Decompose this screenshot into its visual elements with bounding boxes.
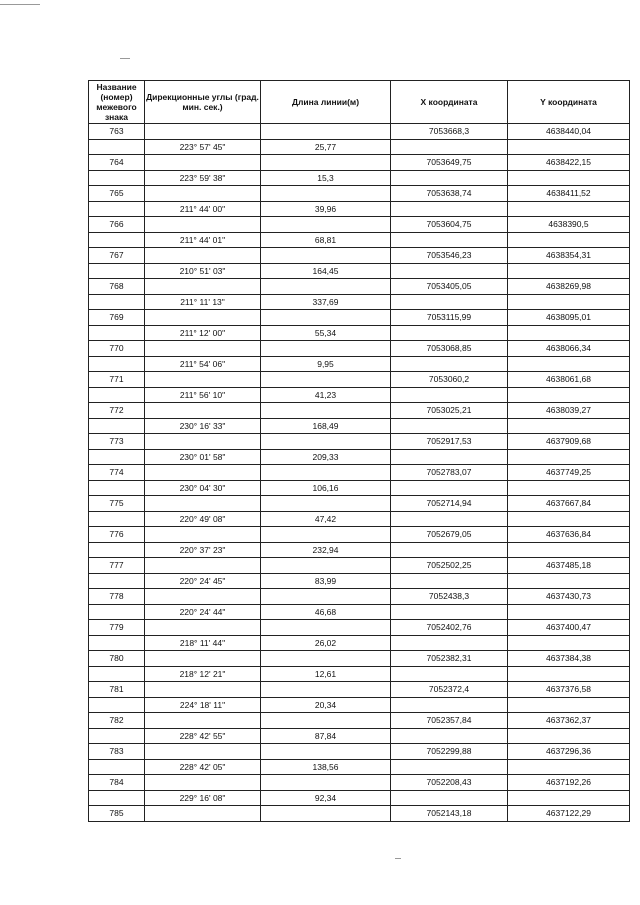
length-cell: 9,95	[261, 356, 391, 372]
point-row	[89, 527, 630, 543]
segment-row	[89, 294, 630, 310]
mark-name-cell	[89, 542, 145, 558]
bearing-cell	[145, 186, 261, 202]
y-coordinate-cell: 4637485,18	[508, 558, 630, 574]
bearing-cell: 223° 57' 45"	[145, 139, 261, 155]
y-coordinate-cell	[508, 139, 630, 155]
segment-row	[89, 666, 630, 682]
mark-name-cell: 772	[89, 403, 145, 419]
boundary-marks-table	[88, 80, 630, 822]
x-coordinate-cell	[391, 542, 508, 558]
bearing-cell: 211° 54' 06"	[145, 356, 261, 372]
bearing-cell: 210° 51' 03"	[145, 263, 261, 279]
length-cell	[261, 620, 391, 636]
point-row	[89, 279, 630, 295]
mark-name-cell	[89, 387, 145, 403]
mark-name-cell	[89, 418, 145, 434]
mark-name-cell	[89, 790, 145, 806]
mark-name-cell: 784	[89, 775, 145, 791]
mark-name-cell: 771	[89, 372, 145, 388]
length-cell	[261, 527, 391, 543]
length-cell: 164,45	[261, 263, 391, 279]
length-cell: 87,84	[261, 728, 391, 744]
length-cell	[261, 279, 391, 295]
mark-name-cell	[89, 449, 145, 465]
point-row	[89, 124, 630, 140]
x-coordinate-cell: 7053638,74	[391, 186, 508, 202]
segment-row	[89, 387, 630, 403]
length-cell	[261, 744, 391, 760]
length-cell: 68,81	[261, 232, 391, 248]
x-coordinate-cell	[391, 604, 508, 620]
x-coordinate-cell: 7052679,05	[391, 527, 508, 543]
mark-name-cell	[89, 635, 145, 651]
mark-name-cell: 778	[89, 589, 145, 605]
bearing-cell: 230° 16' 33"	[145, 418, 261, 434]
y-coordinate-cell: 4637384,38	[508, 651, 630, 667]
bearing-cell	[145, 496, 261, 512]
segment-row	[89, 759, 630, 775]
length-cell: 209,33	[261, 449, 391, 465]
bearing-cell	[145, 589, 261, 605]
y-coordinate-cell: 4638440,04	[508, 124, 630, 140]
y-coordinate-cell: 4637362,37	[508, 713, 630, 729]
length-cell	[261, 806, 391, 822]
length-cell	[261, 775, 391, 791]
point-row	[89, 496, 630, 512]
point-row	[89, 186, 630, 202]
mark-name-cell	[89, 325, 145, 341]
y-coordinate-cell: 4637909,68	[508, 434, 630, 450]
length-cell: 83,99	[261, 573, 391, 589]
mark-name-cell	[89, 201, 145, 217]
y-coordinate-cell	[508, 542, 630, 558]
point-row	[89, 651, 630, 667]
length-cell: 55,34	[261, 325, 391, 341]
mark-name-cell	[89, 697, 145, 713]
length-cell	[261, 682, 391, 698]
x-coordinate-cell: 7053668,3	[391, 124, 508, 140]
y-coordinate-cell	[508, 263, 630, 279]
x-coordinate-cell: 7052382,31	[391, 651, 508, 667]
y-coordinate-cell: 4637430,73	[508, 589, 630, 605]
y-coordinate-cell	[508, 790, 630, 806]
mark-name-cell: 775	[89, 496, 145, 512]
y-coordinate-cell: 4638061,68	[508, 372, 630, 388]
length-cell: 168,49	[261, 418, 391, 434]
segment-row	[89, 790, 630, 806]
x-coordinate-cell	[391, 294, 508, 310]
point-row	[89, 310, 630, 326]
length-cell	[261, 496, 391, 512]
length-cell	[261, 217, 391, 233]
mark-name-cell: 765	[89, 186, 145, 202]
x-coordinate-cell: 7053604,75	[391, 217, 508, 233]
point-row	[89, 248, 630, 264]
mark-name-cell: 776	[89, 527, 145, 543]
bearing-cell: 223° 59' 38"	[145, 170, 261, 186]
length-cell	[261, 372, 391, 388]
mark-name-cell	[89, 480, 145, 496]
bearing-cell: 211° 44' 00"	[145, 201, 261, 217]
bearing-cell: 229° 16' 08"	[145, 790, 261, 806]
bearing-cell	[145, 372, 261, 388]
bearing-cell	[145, 620, 261, 636]
bearing-cell	[145, 124, 261, 140]
mark-name-cell: 774	[89, 465, 145, 481]
point-row	[89, 806, 630, 822]
bearing-cell	[145, 434, 261, 450]
header-line-length: Длина линии(м)	[261, 81, 391, 124]
segment-row	[89, 201, 630, 217]
segment-row	[89, 170, 630, 186]
length-cell: 46,68	[261, 604, 391, 620]
bearing-cell: 220° 24' 45"	[145, 573, 261, 589]
x-coordinate-cell	[391, 325, 508, 341]
point-row	[89, 434, 630, 450]
length-cell	[261, 155, 391, 171]
length-cell	[261, 651, 391, 667]
length-cell: 232,94	[261, 542, 391, 558]
bearing-cell	[145, 558, 261, 574]
scan-mark	[120, 58, 130, 59]
segment-row	[89, 635, 630, 651]
header-bearing: Дирекционные углы (град. мин. сек.)	[145, 81, 261, 124]
mark-name-cell	[89, 232, 145, 248]
bearing-cell	[145, 527, 261, 543]
mark-name-cell	[89, 170, 145, 186]
length-cell: 39,96	[261, 201, 391, 217]
mark-name-cell	[89, 604, 145, 620]
point-row	[89, 775, 630, 791]
bearing-cell: 224° 18' 11"	[145, 697, 261, 713]
y-coordinate-cell: 4638390,5	[508, 217, 630, 233]
point-row	[89, 155, 630, 171]
x-coordinate-cell	[391, 666, 508, 682]
bearing-cell: 220° 24' 44"	[145, 604, 261, 620]
mark-name-cell	[89, 666, 145, 682]
bearing-cell: 228° 42' 05"	[145, 759, 261, 775]
bearing-cell: 211° 56' 10"	[145, 387, 261, 403]
mark-name-cell: 779	[89, 620, 145, 636]
point-row	[89, 217, 630, 233]
mark-name-cell: 773	[89, 434, 145, 450]
y-coordinate-cell: 4637667,84	[508, 496, 630, 512]
y-coordinate-cell: 4638095,01	[508, 310, 630, 326]
y-coordinate-cell: 4638411,52	[508, 186, 630, 202]
x-coordinate-cell	[391, 759, 508, 775]
x-coordinate-cell: 7053405,05	[391, 279, 508, 295]
x-coordinate-cell	[391, 356, 508, 372]
y-coordinate-cell: 4638039,27	[508, 403, 630, 419]
mark-name-cell: 768	[89, 279, 145, 295]
y-coordinate-cell: 4637749,25	[508, 465, 630, 481]
point-row	[89, 372, 630, 388]
length-cell	[261, 434, 391, 450]
y-coordinate-cell	[508, 666, 630, 682]
bearing-cell	[145, 775, 261, 791]
x-coordinate-cell	[391, 635, 508, 651]
length-cell	[261, 465, 391, 481]
bearing-cell: 218° 12' 21"	[145, 666, 261, 682]
x-coordinate-cell	[391, 170, 508, 186]
y-coordinate-cell	[508, 294, 630, 310]
x-coordinate-cell: 7052357,84	[391, 713, 508, 729]
mark-name-cell: 770	[89, 341, 145, 357]
length-cell: 12,61	[261, 666, 391, 682]
length-cell	[261, 713, 391, 729]
length-cell	[261, 248, 391, 264]
bearing-cell	[145, 310, 261, 326]
point-row	[89, 558, 630, 574]
x-coordinate-cell: 7052372,4	[391, 682, 508, 698]
y-coordinate-cell	[508, 387, 630, 403]
point-row	[89, 465, 630, 481]
x-coordinate-cell	[391, 418, 508, 434]
mark-name-cell: 763	[89, 124, 145, 140]
mark-name-cell	[89, 728, 145, 744]
length-cell: 15,3	[261, 170, 391, 186]
y-coordinate-cell: 4637296,36	[508, 744, 630, 760]
point-row	[89, 682, 630, 698]
y-coordinate-cell	[508, 232, 630, 248]
x-coordinate-cell: 7052714,94	[391, 496, 508, 512]
y-coordinate-cell: 4638066,34	[508, 341, 630, 357]
y-coordinate-cell	[508, 511, 630, 527]
bearing-cell: 228° 42' 55"	[145, 728, 261, 744]
x-coordinate-cell: 7052299,88	[391, 744, 508, 760]
x-coordinate-cell	[391, 790, 508, 806]
mark-name-cell: 781	[89, 682, 145, 698]
mark-name-cell: 782	[89, 713, 145, 729]
length-cell: 138,56	[261, 759, 391, 775]
bearing-cell	[145, 217, 261, 233]
bearing-cell	[145, 682, 261, 698]
x-coordinate-cell	[391, 697, 508, 713]
mark-name-cell: 769	[89, 310, 145, 326]
length-cell	[261, 403, 391, 419]
length-cell: 337,69	[261, 294, 391, 310]
point-row	[89, 341, 630, 357]
segment-row	[89, 139, 630, 155]
point-row	[89, 403, 630, 419]
length-cell	[261, 124, 391, 140]
bearing-cell: 230° 04' 30"	[145, 480, 261, 496]
bearing-cell: 220° 49' 08"	[145, 511, 261, 527]
x-coordinate-cell: 7052208,43	[391, 775, 508, 791]
table-header-row	[89, 81, 630, 124]
bearing-cell	[145, 744, 261, 760]
segment-row	[89, 604, 630, 620]
mark-name-cell	[89, 511, 145, 527]
scan-mark	[0, 4, 40, 5]
segment-row	[89, 728, 630, 744]
bearing-cell	[145, 248, 261, 264]
x-coordinate-cell	[391, 511, 508, 527]
x-coordinate-cell: 7053060,2	[391, 372, 508, 388]
x-coordinate-cell	[391, 201, 508, 217]
y-coordinate-cell: 4637636,84	[508, 527, 630, 543]
x-coordinate-cell: 7052402,76	[391, 620, 508, 636]
y-coordinate-cell: 4638354,31	[508, 248, 630, 264]
point-row	[89, 713, 630, 729]
length-cell: 20,34	[261, 697, 391, 713]
y-coordinate-cell	[508, 573, 630, 589]
bearing-cell: 211° 44' 01"	[145, 232, 261, 248]
segment-row	[89, 263, 630, 279]
length-cell	[261, 558, 391, 574]
x-coordinate-cell	[391, 728, 508, 744]
bearing-cell: 211° 11' 13"	[145, 294, 261, 310]
y-coordinate-cell	[508, 759, 630, 775]
bearing-cell	[145, 341, 261, 357]
mark-name-cell	[89, 139, 145, 155]
mark-name-cell: 764	[89, 155, 145, 171]
segment-row	[89, 697, 630, 713]
mark-name-cell	[89, 294, 145, 310]
bearing-cell	[145, 713, 261, 729]
y-coordinate-cell: 4637192,26	[508, 775, 630, 791]
length-cell	[261, 341, 391, 357]
bearing-cell	[145, 806, 261, 822]
y-coordinate-cell	[508, 604, 630, 620]
bearing-cell	[145, 403, 261, 419]
segment-row	[89, 418, 630, 434]
x-coordinate-cell: 7052438,3	[391, 589, 508, 605]
table-body	[89, 124, 630, 822]
y-coordinate-cell: 4637122,29	[508, 806, 630, 822]
point-row	[89, 620, 630, 636]
x-coordinate-cell: 7053649,75	[391, 155, 508, 171]
mark-name-cell: 766	[89, 217, 145, 233]
mark-name-cell	[89, 759, 145, 775]
y-coordinate-cell	[508, 325, 630, 341]
x-coordinate-cell	[391, 573, 508, 589]
y-coordinate-cell	[508, 635, 630, 651]
x-coordinate-cell	[391, 263, 508, 279]
header-mark-name: Название (номер) межевого знака	[89, 81, 145, 124]
scan-mark	[395, 858, 401, 859]
mark-name-cell: 785	[89, 806, 145, 822]
x-coordinate-cell	[391, 387, 508, 403]
y-coordinate-cell	[508, 697, 630, 713]
length-cell	[261, 310, 391, 326]
y-coordinate-cell	[508, 728, 630, 744]
length-cell: 92,34	[261, 790, 391, 806]
mark-name-cell	[89, 263, 145, 279]
segment-row	[89, 356, 630, 372]
length-cell: 25,77	[261, 139, 391, 155]
y-coordinate-cell	[508, 480, 630, 496]
bearing-cell	[145, 155, 261, 171]
mark-name-cell: 783	[89, 744, 145, 760]
bearing-cell: 218° 11' 44"	[145, 635, 261, 651]
length-cell	[261, 186, 391, 202]
y-coordinate-cell	[508, 449, 630, 465]
x-coordinate-cell: 7052502,25	[391, 558, 508, 574]
y-coordinate-cell: 4637376,58	[508, 682, 630, 698]
y-coordinate-cell	[508, 201, 630, 217]
segment-row	[89, 449, 630, 465]
y-coordinate-cell: 4638422,15	[508, 155, 630, 171]
length-cell: 41,23	[261, 387, 391, 403]
y-coordinate-cell	[508, 170, 630, 186]
point-row	[89, 589, 630, 605]
x-coordinate-cell	[391, 139, 508, 155]
y-coordinate-cell: 4638269,98	[508, 279, 630, 295]
segment-row	[89, 511, 630, 527]
segment-row	[89, 232, 630, 248]
length-cell	[261, 589, 391, 605]
bearing-cell	[145, 279, 261, 295]
bearing-cell: 211° 12' 00"	[145, 325, 261, 341]
x-coordinate-cell: 7052143,18	[391, 806, 508, 822]
y-coordinate-cell	[508, 356, 630, 372]
segment-row	[89, 480, 630, 496]
x-coordinate-cell: 7053025,21	[391, 403, 508, 419]
x-coordinate-cell: 7053068,85	[391, 341, 508, 357]
segment-row	[89, 325, 630, 341]
length-cell: 26,02	[261, 635, 391, 651]
x-coordinate-cell	[391, 449, 508, 465]
x-coordinate-cell	[391, 480, 508, 496]
bearing-cell	[145, 651, 261, 667]
x-coordinate-cell: 7052783,07	[391, 465, 508, 481]
x-coordinate-cell: 7053546,23	[391, 248, 508, 264]
mark-name-cell	[89, 356, 145, 372]
x-coordinate-cell: 7053115,99	[391, 310, 508, 326]
mark-name-cell	[89, 573, 145, 589]
x-coordinate-cell	[391, 232, 508, 248]
y-coordinate-cell	[508, 418, 630, 434]
length-cell: 106,16	[261, 480, 391, 496]
mark-name-cell: 780	[89, 651, 145, 667]
mark-name-cell: 777	[89, 558, 145, 574]
x-coordinate-cell: 7052917,53	[391, 434, 508, 450]
mark-name-cell: 767	[89, 248, 145, 264]
bearing-cell: 220° 37' 23"	[145, 542, 261, 558]
point-row	[89, 744, 630, 760]
bearing-cell: 230° 01' 58"	[145, 449, 261, 465]
segment-row	[89, 542, 630, 558]
segment-row	[89, 573, 630, 589]
bearing-cell	[145, 465, 261, 481]
length-cell: 47,42	[261, 511, 391, 527]
y-coordinate-cell: 4637400,47	[508, 620, 630, 636]
header-y-coordinate: Y координата	[508, 81, 630, 124]
header-x-coordinate: X координата	[391, 81, 508, 124]
